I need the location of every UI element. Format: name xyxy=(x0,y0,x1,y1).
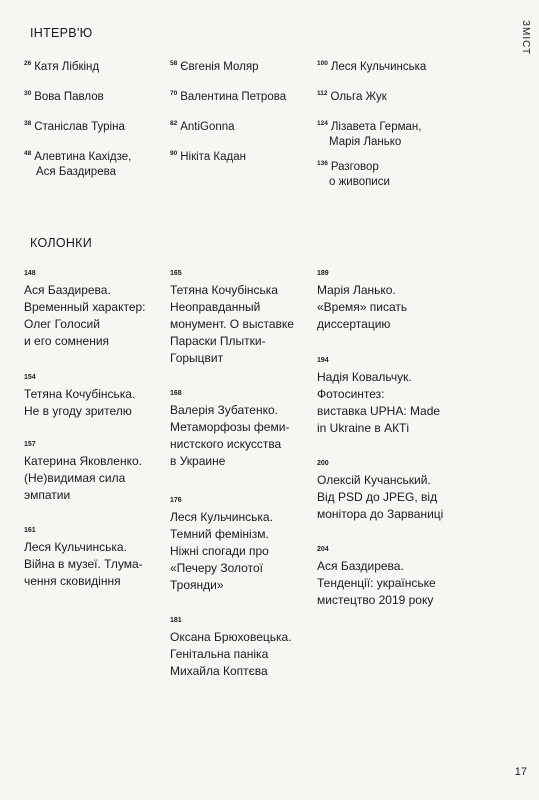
column-entry xyxy=(317,270,407,333)
entry-text: Оксана Брюховецька. xyxy=(170,630,292,644)
interview-entry xyxy=(170,86,286,105)
interview-entry xyxy=(170,146,246,165)
entry-text: Катя Лібкінд xyxy=(34,60,100,73)
entry-text: монітора до Зарваниці xyxy=(317,507,444,521)
entry-text: Горыцвит xyxy=(170,351,224,365)
entry-text: Неоправданный xyxy=(170,300,261,314)
entry-text: Валентина Петрова xyxy=(180,90,287,103)
entry-page-number: 194 xyxy=(317,357,329,364)
entry-page-number: 157 xyxy=(24,441,36,448)
column-entry xyxy=(24,374,135,420)
entry-page-number: 154 xyxy=(24,374,36,381)
entry-text: виставка UPHA: Made xyxy=(317,404,441,418)
entry-text: Олег Голосий xyxy=(24,317,100,331)
entry-text: Ася Баздирева. xyxy=(24,283,111,297)
entry-text: мистецтво 2019 року xyxy=(317,593,434,607)
column-entry xyxy=(317,546,436,609)
side-label: ЗМІСТ xyxy=(520,20,531,56)
entry-page-number: 26 xyxy=(24,60,32,67)
interview-entry xyxy=(24,146,131,180)
entry-text: и его сомнения xyxy=(24,334,110,348)
entry-text: Від PSD до JPEG, від xyxy=(317,490,438,504)
entry-page-number: 136 xyxy=(317,160,328,167)
interviews-title: ІНТЕРВ'Ю xyxy=(30,26,93,40)
entry-text: «Время» писать xyxy=(317,300,408,314)
entry-page-number: 161 xyxy=(24,527,36,534)
entry-text: нистского искусства xyxy=(170,437,282,451)
entry-page-number: 100 xyxy=(317,60,328,67)
column-entry xyxy=(317,357,440,437)
column-entry xyxy=(170,497,273,594)
entry-page-number: 148 xyxy=(24,270,36,277)
interview-entry xyxy=(317,156,390,190)
entry-text: в Украине xyxy=(170,454,226,468)
entry-text: Временный характер: xyxy=(24,300,146,314)
entry-text: Параски Плытки- xyxy=(170,334,266,348)
entry-text: Надія Ковальчук. xyxy=(317,370,412,384)
interview-entry xyxy=(170,116,235,135)
entry-page-number: 176 xyxy=(170,497,182,504)
entry-text: Війна в музеї. Тлума- xyxy=(24,557,143,571)
entry-text: монумент. О выставке xyxy=(170,317,294,331)
entry-text: эмпатии xyxy=(24,488,71,502)
entry-text: Тетяна Кочубінська. xyxy=(24,387,136,401)
entry-text: Леся Кульчинська. xyxy=(170,510,273,524)
entry-text: Темний фемінізм. xyxy=(170,527,269,541)
entry-text: Разговор xyxy=(330,160,379,173)
entry-text: Алевтина Кахідзе, xyxy=(34,150,132,163)
entry-text: Станіслав Туріна xyxy=(34,120,125,133)
interview-entry xyxy=(317,56,426,75)
entry-text: Ольга Жук xyxy=(330,90,387,103)
entry-text: Не в угоду зрителю xyxy=(24,404,132,418)
entry-text: in Ukraine в АКТі xyxy=(317,421,410,435)
entry-page-number: 38 xyxy=(24,120,32,127)
entry-text: диссертацию xyxy=(317,317,391,331)
interview-entry xyxy=(317,86,387,105)
column-entry xyxy=(24,270,146,350)
entry-text: Леся Кульчинська xyxy=(330,60,427,73)
entry-text: Генітальна паніка xyxy=(170,647,269,661)
interview-entry xyxy=(317,116,421,150)
entry-text: чення сковидіння xyxy=(24,574,121,588)
entry-page-number: 181 xyxy=(170,617,182,624)
entry-page-number: 70 xyxy=(170,90,178,97)
interview-entry xyxy=(24,56,99,75)
column-entry xyxy=(24,527,143,590)
columns-title: КОЛОНКИ xyxy=(30,236,93,250)
entry-text: Марія Ланько. xyxy=(317,283,396,297)
column-entry xyxy=(317,460,443,523)
entry-page-number: 48 xyxy=(24,150,32,157)
entry-page-number: 189 xyxy=(317,270,329,277)
column-entry xyxy=(170,270,294,367)
entry-page-number: 200 xyxy=(317,460,329,467)
entry-text: AntiGonna xyxy=(180,120,235,133)
entry-text: Тенденції: українське xyxy=(317,576,436,590)
entry-text: Вова Павлов xyxy=(34,90,104,103)
column-entry xyxy=(170,390,289,470)
entry-text: Нікіта Кадан xyxy=(180,150,246,163)
entry-page-number: 82 xyxy=(170,120,178,127)
entry-text: Ася Баздирева xyxy=(36,165,116,178)
entry-text: Катерина Яковленко. xyxy=(24,454,142,468)
entry-text: Ася Баздирева. xyxy=(317,559,404,573)
interview-entry xyxy=(170,56,258,75)
entry-text: Олексій Кучанський. xyxy=(317,473,431,487)
interview-entry xyxy=(24,86,104,105)
entry-text: Євгенія Моляр xyxy=(180,60,259,73)
entry-page-number: 124 xyxy=(317,120,328,127)
entry-text: Леся Кульчинська. xyxy=(24,540,127,554)
entry-page-number: 90 xyxy=(170,150,178,157)
entry-text: Валерія Зубатенко. xyxy=(170,403,278,417)
entry-page-number: 204 xyxy=(317,546,329,553)
entry-page-number: 168 xyxy=(170,390,182,397)
entry-text: (Не)видимая сила xyxy=(24,471,126,485)
entry-text: Михайла Коптєва xyxy=(170,664,268,678)
entry-page-number: 58 xyxy=(170,60,178,67)
column-entry xyxy=(24,441,142,504)
entry-page-number: 30 xyxy=(24,90,32,97)
entry-text: «Печеру Золотої xyxy=(170,561,263,575)
entry-text: о живописи xyxy=(329,175,390,188)
entry-page-number: 165 xyxy=(170,270,182,277)
entry-text: Лізавета Герман, xyxy=(330,120,422,133)
column-entry xyxy=(170,617,292,680)
page-number: 17 xyxy=(514,766,527,778)
entry-text: Тетяна Кочубінська xyxy=(170,283,278,297)
entry-text: Ніжні спогади про xyxy=(170,544,269,558)
entry-text: Метаморфозы феми- xyxy=(170,420,290,434)
interview-entry xyxy=(24,116,125,135)
entry-text: Фотосинтез: xyxy=(317,387,385,401)
entry-text: Троянди» xyxy=(170,578,224,592)
entry-page-number: 112 xyxy=(317,90,328,97)
entry-text: Марія Ланько xyxy=(329,135,402,148)
